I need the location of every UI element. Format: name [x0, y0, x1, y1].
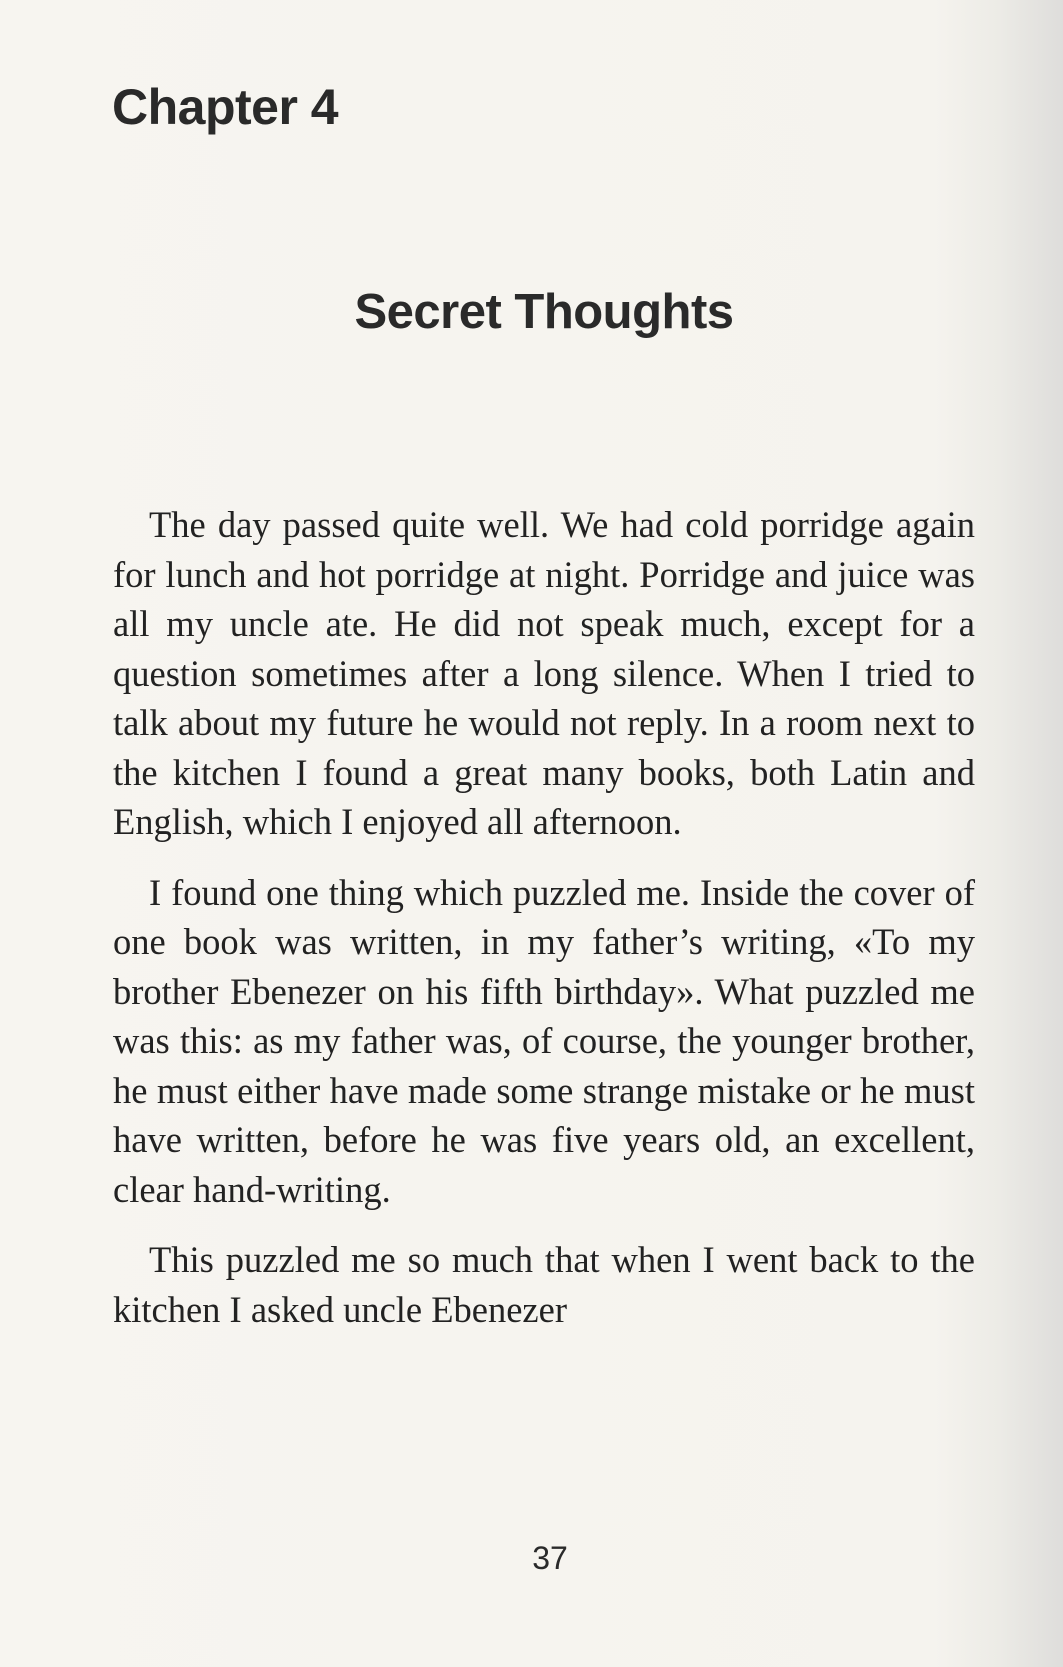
page-number: 37: [532, 1540, 568, 1576]
paragraph: I found one thing which puzzled me. Inside the cover of one book was written, in my father’s writing, «To my brother Ebenezer on his fifth birthday». What puzzled me was this: as my father was, of course, the younger brother, he must either have made some strange mistake or he must have written, before he was five years old, an excellent, clear hand-writing.: [113, 871, 975, 1210]
body-text: [113, 500, 975, 1355]
chapter-title: Secret Thoughts: [354, 285, 734, 339]
paragraph: The day passed quite well. We had cold porridge again for lunch and hot porridge at night. Porridge and juice was all my uncle ate. He did not speak much, except for a question sometimes after a long silence. When I tried to talk about my future he would not reply. In a room next to the kitchen I found a great many books, both Latin and English, which I enjoyed all afternoon.: [113, 504, 975, 842]
chapter-label: Chapter 4: [112, 79, 339, 135]
paragraph: This puzzled me so much that when I went back to the kitchen I asked uncle Ebenezer: [113, 1239, 975, 1330]
